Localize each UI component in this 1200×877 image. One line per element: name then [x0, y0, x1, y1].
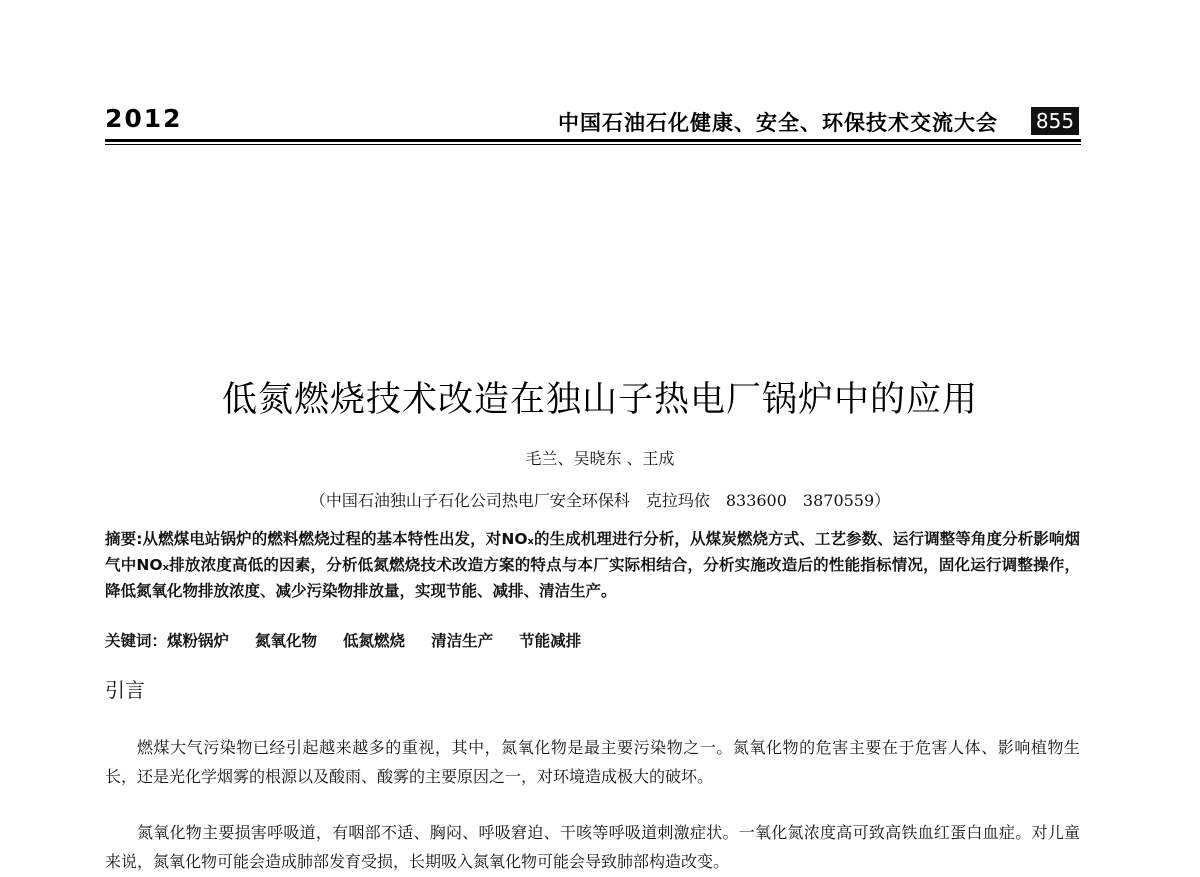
body-paragraph: 燃煤大气污染物已经引起越来越多的重视，其中，氮氧化物是最主要污染物之一。氮氧化物的危害主要在于危害人体、影响植物生长，还是光化学烟雾的根源以及酸雨、酸雾的主要原因之一，对环境造成极大的破坏。 [105, 738, 1080, 786]
keyword-item: 清洁生产 [431, 632, 494, 650]
keywords [105, 629, 1080, 651]
header-rule-thin [105, 144, 1081, 145]
header-year: 2012 [105, 104, 183, 133]
body-paragraph: 氮氧化物主要损害呼吸道，有咽部不适、胸闷、呼吸窘迫、干咳等呼吸道刺激症状。一氧化氮浓度高可致高铁血红蛋白血症。对儿童来说，氮氧化物可能会造成肺部发育受损，长期吸入氮氧化物可能会导致肺部构造改变。 [105, 823, 1080, 871]
header-rule-thick [105, 139, 1081, 142]
header-conference-title: 中国石油石化健康、安全、环保技术交流大会 [558, 111, 998, 135]
article-affiliation: （中国石油独山子石化公司热电厂安全环保科 克拉玛依 833600 3870559） [309, 491, 891, 510]
article-authors: 毛兰、吴晓东 、王成 [525, 449, 675, 468]
keyword-item: 氮氧化物 [255, 632, 318, 650]
abstract: 摘要:从燃煤电站锅炉的燃料燃烧过程的基本特性出发，对NOₓ的生成机理进行分析，从煤炭燃烧方式、工艺参数、运行调整等角度分析影响烟气中NOₓ排放浓度高低的因素，分析低氮燃烧技术改造方案的特点与本厂实际相结合，分析实施改造后的性能指标情况，固化运行调整操作，降低氮氧化物排放浓度、减少污染物排放量，实现节能、减排、清洁生产。 [105, 530, 1080, 600]
keyword-item: 低氮燃烧 [343, 632, 406, 650]
header-page-number: 855 [1031, 107, 1079, 135]
keyword-item: 煤粉锅炉 [167, 632, 230, 650]
section-heading: 引言 [105, 678, 145, 702]
keyword-item: 节能减排 [519, 632, 582, 650]
article-title: 低氮燃烧技术改造在独山子热电厂锅炉中的应用 [221, 380, 978, 420]
keywords-label: 关键词： [105, 632, 168, 650]
